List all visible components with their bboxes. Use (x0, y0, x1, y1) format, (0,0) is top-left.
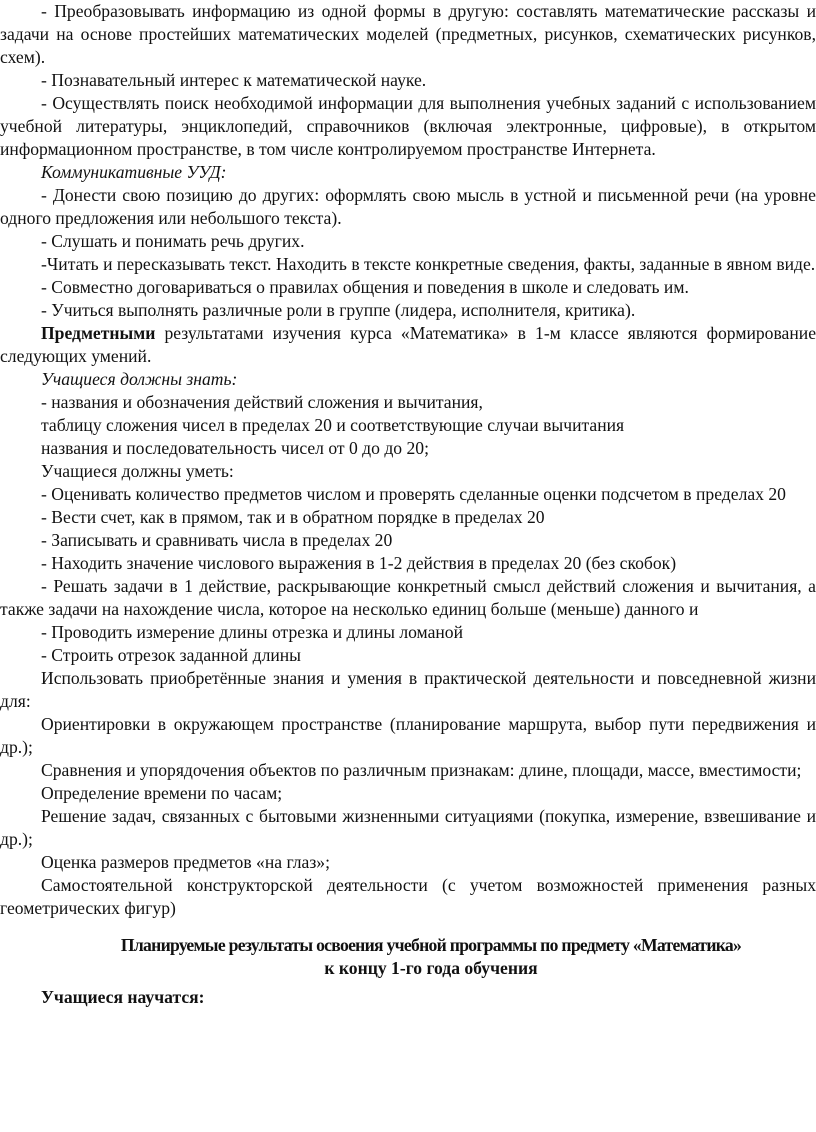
paragraph: - Преобразовывать информацию из одной формы в другую: составлять математические рассказы и задачи на основе простейших математических моделей (предметных, рисунков, схематических рисунков, схем). (0, 1, 816, 67)
list-item: Сравнения и упорядочения объектов по различным признакам: длине, площади, массе, вместимости; (41, 760, 802, 780)
section-heading-subtitle: к концу 1-го года обучения (324, 958, 538, 978)
bold-term: Предметными (41, 323, 156, 343)
list-item: - названия и обозначения действий сложения и вычитания, (41, 392, 483, 412)
list-item: - Проводить измерение длины отрезка и длины ломаной (41, 622, 464, 642)
list-item: таблицу сложения чисел в пределах 20 и соответствующие случаи вычитания (41, 415, 625, 435)
paragraph: - Осуществлять поиск необходимой информации для выполнения учебных заданий с использованием учебной литературы, энциклопедий, справочников (включая электронные, цифровые), в открытом информационном пространстве, в том числе контролируемом пространстве Интернета. (0, 93, 816, 159)
list-item: - Записывать и сравнивать числа в пределах 20 (41, 530, 393, 550)
list-item: Оценка размеров предметов «на глаз»; (41, 852, 330, 872)
section-label-know: Учащиеся должны знать: (41, 369, 238, 389)
paragraph: - Учиться выполнять различные роли в группе (лидера, исполнителя, критика). (41, 300, 636, 320)
paragraph: - Донести свою позицию до других: оформлять свою мысль в устной и письменной речи (на уровне одного предложения или небольшого текста). (0, 185, 816, 228)
paragraph: - Совместно договариваться о правилах общения и поведения в школе и следовать им. (41, 277, 689, 297)
paragraph-text: результатами изучения курса «Математика» в 1-м классе являются формирование следующих умений. (0, 323, 816, 366)
subheading: Учащиеся научатся: (41, 987, 205, 1007)
paragraph: - Познавательный интерес к математической науке. (41, 70, 427, 90)
list-item: Определение времени по часам; (41, 783, 283, 803)
section-label-communicative: Коммуникативные УУД: (41, 162, 227, 182)
list-item: названия и последовательность чисел от 0 до до 20; (41, 438, 429, 458)
section-label-can: Учащиеся должны уметь: (41, 461, 234, 481)
paragraph: -Читать и пересказывать текст. Находить в тексте конкретные сведения, факты, заданные в явном виде. (41, 254, 816, 274)
list-item: Самостоятельной конструкторской деятельности (с учетом возможностей применения разных геометрических фигур) (0, 875, 816, 918)
list-item: - Строить отрезок заданной длины (41, 645, 302, 665)
list-item: - Вести счет, как в прямом, так и в обратном порядке в пределах 20 (41, 507, 545, 527)
list-item: - Оценивать количество предметов числом и проверять сделанные оценки подсчетом в пределах 20 (41, 484, 786, 504)
list-item: - Находить значение числового выражения в 1-2 действия в пределах 20 (без скобок) (41, 553, 677, 573)
list-item: - Решать задачи в 1 действие, раскрывающие конкретный смысл действий сложения и вычитания, а также задачи на нахождение числа, которое на несколько единиц больше (меньше) данного и (0, 576, 816, 619)
list-item: Ориентировки в окружающем пространстве (планирование маршрута, выбор пути передвижения и др.); (0, 714, 816, 757)
paragraph: Использовать приобретённые знания и умения в практической деятельности и повседневной жизни для: (0, 668, 816, 711)
paragraph-subject-results (0, 322, 816, 368)
list-item: Решение задач, связанных с бытовыми жизненными ситуациями (покупка, измерение, взвешивание и др.); (0, 806, 816, 849)
section-heading: Планируемые результаты освоения учебной программы по предмету «Математика» (120, 935, 742, 955)
paragraph: - Слушать и понимать речь других. (41, 231, 305, 251)
